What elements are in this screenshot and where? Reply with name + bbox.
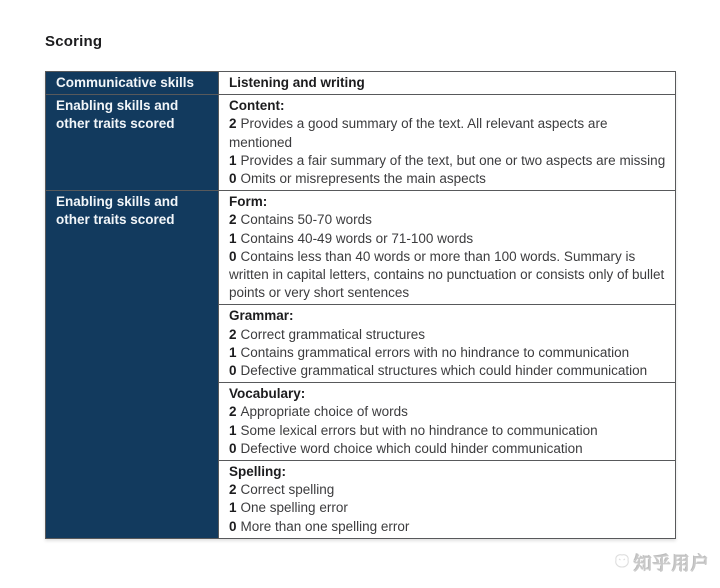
- table-row-form: [46, 191, 676, 305]
- score-value: 1: [229, 422, 237, 438]
- score-text: Defective word choice which could hinder communication: [240, 440, 583, 456]
- communicative-skills-value: Listening and writing: [219, 72, 676, 95]
- watermark-text: 知乎用户: [634, 554, 710, 574]
- score-line: [229, 230, 667, 248]
- section-grammar: [219, 305, 676, 383]
- score-text: Contains grammatical errors with no hindrance to communication: [240, 344, 630, 360]
- score-text: Contains less than 40 words or more than 100 words. Summary is written in capital letters, contains no punctuation or consists only of bullet points or very short sentences: [229, 248, 665, 301]
- score-line: [229, 170, 667, 188]
- table-row-communicative-skills: [46, 72, 676, 95]
- row-label-communicative-skills: Communicative skills: [46, 72, 219, 95]
- score-line: [229, 344, 667, 362]
- score-value: 1: [229, 152, 237, 168]
- section-title: Grammar:: [229, 308, 294, 324]
- score-value: 0: [229, 248, 237, 264]
- section-title: Form:: [229, 194, 268, 210]
- score-value: 2: [229, 212, 237, 228]
- score-line: [229, 326, 667, 344]
- page-title: Scoring: [45, 33, 103, 50]
- score-value: 2: [229, 116, 237, 132]
- score-value: 1: [229, 230, 237, 246]
- score-line: [229, 362, 667, 380]
- score-text: Some lexical errors but with no hindrance to communication: [240, 422, 598, 438]
- section-title: Vocabulary:: [229, 386, 306, 402]
- score-text: Provides a good summary of the text. All relevant aspects are mentioned: [229, 116, 608, 150]
- score-text: Defective grammatical structures which could hinder communication: [240, 363, 648, 379]
- row-label-enabling-skills: Enabling skills and other traits scored: [46, 95, 219, 191]
- table-row-content: [46, 95, 676, 191]
- score-line: [229, 152, 667, 170]
- section-content: [219, 95, 676, 191]
- score-text: One spelling error: [240, 500, 348, 516]
- score-value: 0: [229, 171, 237, 187]
- scoring-table: [45, 71, 676, 539]
- score-line: [229, 518, 667, 536]
- section-form: [219, 191, 676, 305]
- score-text: Omits or misrepresents the main aspects: [240, 171, 486, 187]
- score-value: 2: [229, 404, 237, 420]
- score-text: Appropriate choice of words: [240, 404, 408, 420]
- score-value: 2: [229, 482, 237, 498]
- score-text: Contains 50-70 words: [240, 212, 372, 228]
- score-line: [229, 422, 667, 440]
- section-title: Spelling:: [229, 464, 286, 480]
- section-title: Content:: [229, 98, 285, 114]
- score-value: 2: [229, 326, 237, 342]
- score-line: [229, 248, 667, 303]
- section-vocabulary: [219, 383, 676, 461]
- score-value: 0: [229, 363, 237, 379]
- score-line: [229, 499, 667, 517]
- score-text: Correct grammatical structures: [240, 326, 426, 342]
- score-value: 1: [229, 344, 237, 360]
- score-text: More than one spelling error: [240, 518, 410, 534]
- score-line: [229, 211, 667, 229]
- watermark: [613, 550, 710, 576]
- score-line: [229, 440, 667, 458]
- zhihu-logo-icon: [613, 552, 631, 575]
- score-line: [229, 481, 667, 499]
- score-value: 0: [229, 440, 237, 456]
- score-value: 1: [229, 500, 237, 516]
- row-label-enabling-skills: Enabling skills and other traits scored: [46, 191, 219, 539]
- score-text: Correct spelling: [240, 482, 335, 498]
- score-text: Contains 40-49 words or 71-100 words: [240, 230, 474, 246]
- score-line: [229, 115, 667, 151]
- score-text: Provides a fair summary of the text, but one or two aspects are missing: [240, 152, 666, 168]
- section-spelling: [219, 461, 676, 539]
- score-value: 0: [229, 518, 237, 534]
- score-line: [229, 403, 667, 421]
